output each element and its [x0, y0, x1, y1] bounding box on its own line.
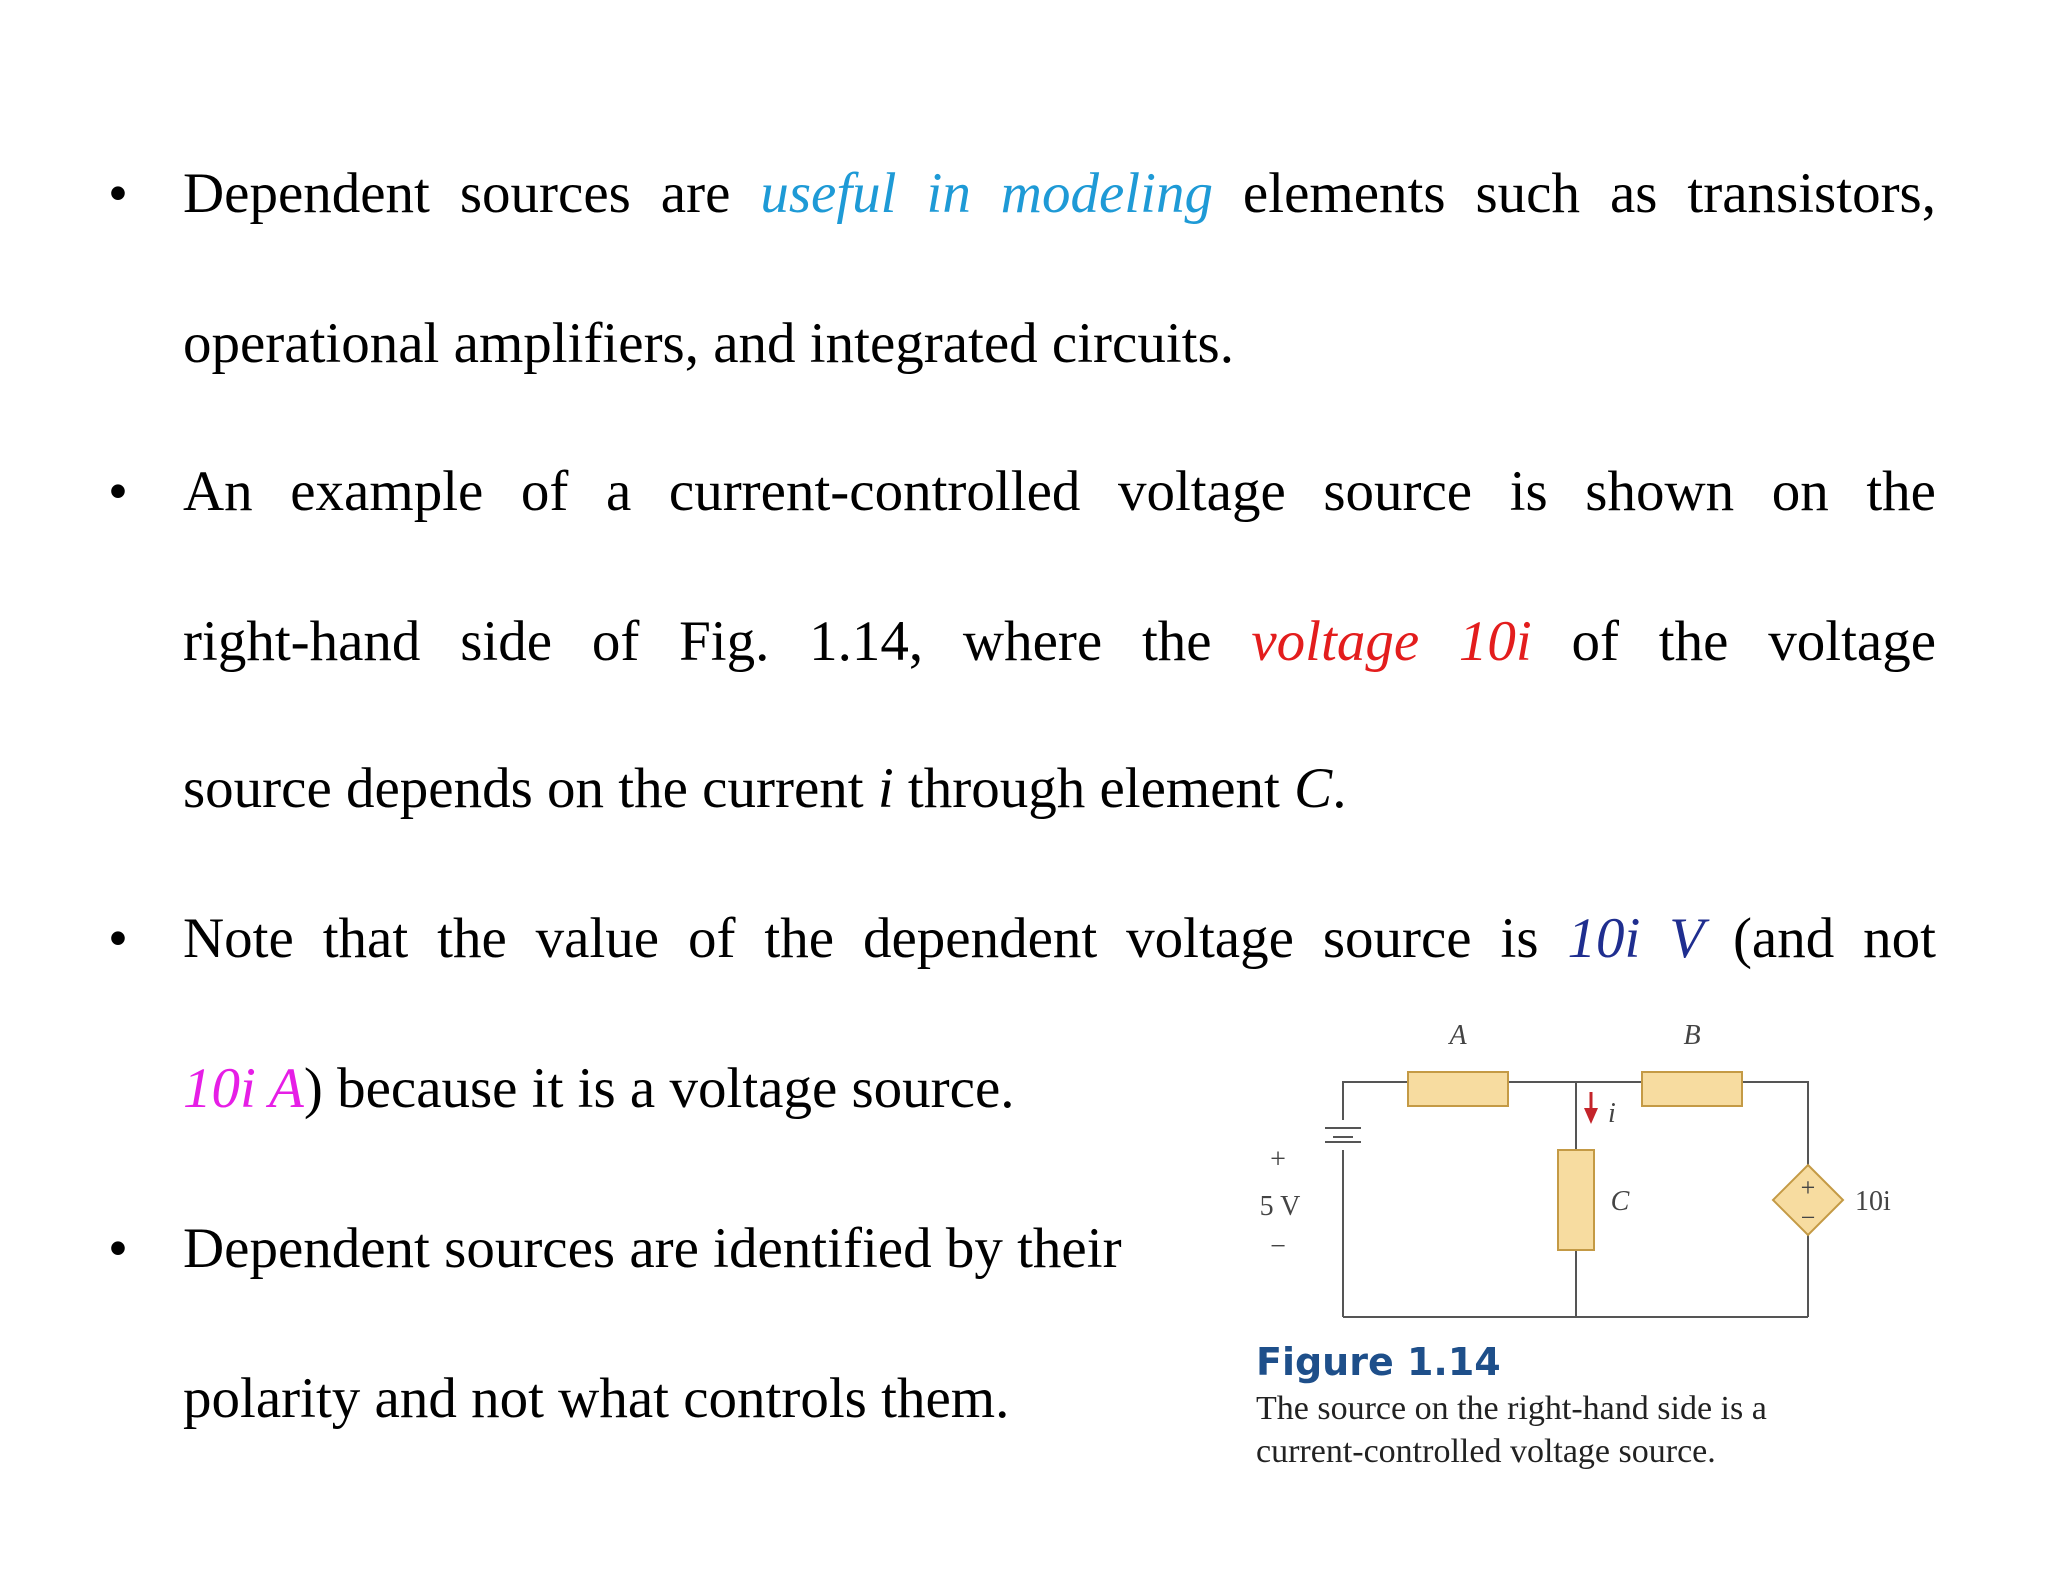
- text-segment: Note that the value of the dependent voltage source is: [183, 907, 1568, 970]
- bullet1-line1: [183, 162, 1936, 225]
- bullet2-line3: [183, 757, 1347, 820]
- resistor-b: [1642, 1072, 1742, 1106]
- resistor-c: [1558, 1150, 1594, 1250]
- text-segment: of the voltage: [1531, 610, 1936, 673]
- label-source-value: 5 V: [1259, 1191, 1301, 1222]
- text-segment: right-hand side of Fig. 1.14, where the: [183, 610, 1252, 673]
- label-dependent-plus: +: [1800, 1173, 1816, 1202]
- text-segment: elements such as transistors,: [1212, 162, 1936, 225]
- figure-title: Figure 1.14: [1256, 1340, 1501, 1384]
- bullet-marker: •: [108, 907, 128, 970]
- highlight-useful-in-modeling: useful in modeling: [760, 162, 1213, 225]
- text-segment: .: [1332, 757, 1347, 820]
- highlight-voltage-10i: voltage 10i: [1251, 610, 1532, 673]
- circuit-diagram: [1250, 1010, 1950, 1330]
- label-b: B: [1683, 1020, 1701, 1051]
- bullet2-line2: [183, 610, 1936, 673]
- resistor-a: [1408, 1072, 1508, 1106]
- label-a: A: [1449, 1020, 1467, 1051]
- bullet1-line2: operational amplifiers, and integrated circuits.: [183, 312, 1234, 375]
- label-source-plus: +: [1270, 1144, 1286, 1175]
- bullet2-line1: An example of a current-controlled voltage source is shown on the: [183, 460, 1936, 523]
- label-dependent-minus: −: [1800, 1203, 1816, 1232]
- text-segment: Dependent sources are: [183, 162, 761, 225]
- figure-1-14: [1250, 1010, 1950, 1480]
- wire: [1343, 1082, 1408, 1120]
- text-segment: ) because it is a voltage source.: [303, 1057, 1015, 1120]
- arrow-head: [1584, 1108, 1598, 1124]
- var-c: C: [1294, 757, 1333, 820]
- bullet-marker: •: [108, 460, 128, 523]
- label-c: C: [1610, 1186, 1630, 1217]
- wire: [1742, 1082, 1808, 1165]
- bullet3-line2: [183, 1057, 1015, 1120]
- battery-symbol: [1325, 1128, 1361, 1142]
- bullet4-line1: Dependent sources are identified by their: [183, 1217, 1122, 1280]
- label-source-minus: −: [1270, 1231, 1286, 1262]
- current-arrow: [1584, 1092, 1598, 1124]
- text-segment: through element: [893, 757, 1295, 820]
- figure-caption: The source on the right-hand side is a current-controlled voltage source.: [1256, 1390, 1767, 1470]
- highlight-10i-v: 10i V: [1567, 907, 1705, 970]
- var-i: i: [877, 757, 894, 820]
- text-segment: source depends on the current: [183, 757, 878, 820]
- bullet3-line1: [183, 907, 1936, 970]
- label-i: i: [1608, 1098, 1616, 1129]
- bullet-marker: •: [108, 1217, 128, 1280]
- text-segment: (and not: [1704, 907, 1936, 970]
- label-dependent-value: 10i: [1855, 1186, 1891, 1217]
- bullet4-line2: polarity and not what controls them.: [183, 1367, 1010, 1430]
- highlight-10i-a: 10i A: [183, 1057, 304, 1120]
- bullet-marker: •: [108, 162, 128, 225]
